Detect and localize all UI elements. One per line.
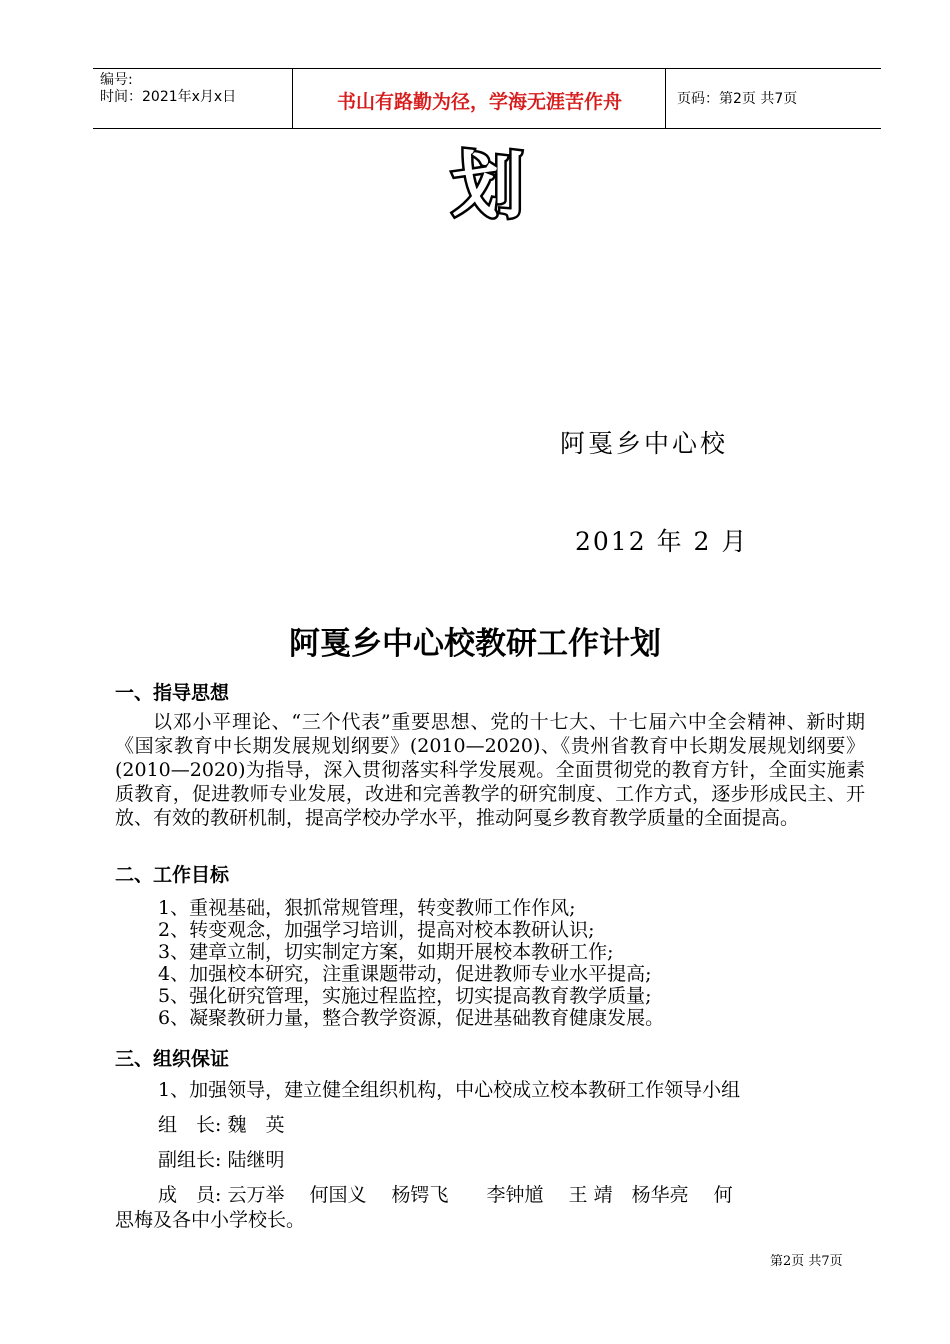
page-footer: 第2页 共7页 xyxy=(770,1254,843,1269)
group-leader: 组 长: 魏 英 xyxy=(158,1114,285,1136)
group-deputy: 副组长: 陆继明 xyxy=(158,1149,285,1171)
group-members: 成 员: 云万举 何国义 杨锷飞 李钟馗 王 靖 杨华亮 何 xyxy=(158,1184,733,1206)
goal-item: 6、凝聚教研力量，整合教学资源，促进基础教育健康发展。 xyxy=(158,1007,665,1029)
header-motto: 书山有路勤为径，学海无涯苦作舟 xyxy=(336,91,622,113)
header-top-rule xyxy=(93,68,881,69)
group-members-continued: 思梅及各中小学校长。 xyxy=(115,1209,306,1231)
section-guiding-ideology-body: 以邓小平理论、“三个代表”重要思想、党的十七大、十七届六中全会精神、新时期《国家教育中长期发展规划纲要》(2010—2020)、《贵州省教育中长期发展规划纲要》(2010—2020)为指导，深入贯彻落实科学发展观。全面贯彻党的教育方针，全面实施素质教育，促进教师专业发展，改进和完善教学的研究制度、工作方式，逐步形成民主、开放、有效的教研机制，提高学校办学水平，推动阿戛乡教育教学质量的全面提高。 xyxy=(115,711,865,829)
cover-title-fragment: 划 xyxy=(452,144,525,228)
header-divider xyxy=(292,68,293,128)
goal-item: 1、重视基础，狠抓常规管理，转变教师工作作风; xyxy=(158,897,576,919)
goal-item: 4、加强校本研究，注重课题带动，促进教师专业水平提高; xyxy=(158,963,652,985)
section-heading-work-goals: 二、工作目标 xyxy=(115,864,230,886)
section-heading-guiding-ideology: 一、指导思想 xyxy=(115,682,230,704)
organization-item: 1、加强领导，建立健全组织机构，中心校成立校本教研工作领导小组 xyxy=(158,1079,741,1101)
header-time-label: 时间：2021年x月x日 xyxy=(100,89,237,105)
goal-item: 3、建章立制，切实制定方案，如期开展校本教研工作; xyxy=(158,941,614,963)
header-page-label: 页码：第2页 共7页 xyxy=(677,91,798,107)
section-heading-organization: 三、组织保证 xyxy=(115,1048,230,1070)
header-number-label: 编号: xyxy=(100,72,133,88)
document-title: 阿戛乡中心校教研工作计划 xyxy=(289,626,661,662)
goal-item: 2、转变观念，加强学习培训，提高对校本教研认识; xyxy=(158,919,595,941)
cover-school-name: 阿戛乡中心校 xyxy=(560,429,729,458)
goal-item: 5、强化研究管理，实施过程监控，切实提高教育教学质量; xyxy=(158,985,652,1007)
header-bottom-rule xyxy=(93,128,881,129)
cover-date: 2012 年 2 月 xyxy=(575,527,749,556)
header-divider xyxy=(665,68,666,128)
